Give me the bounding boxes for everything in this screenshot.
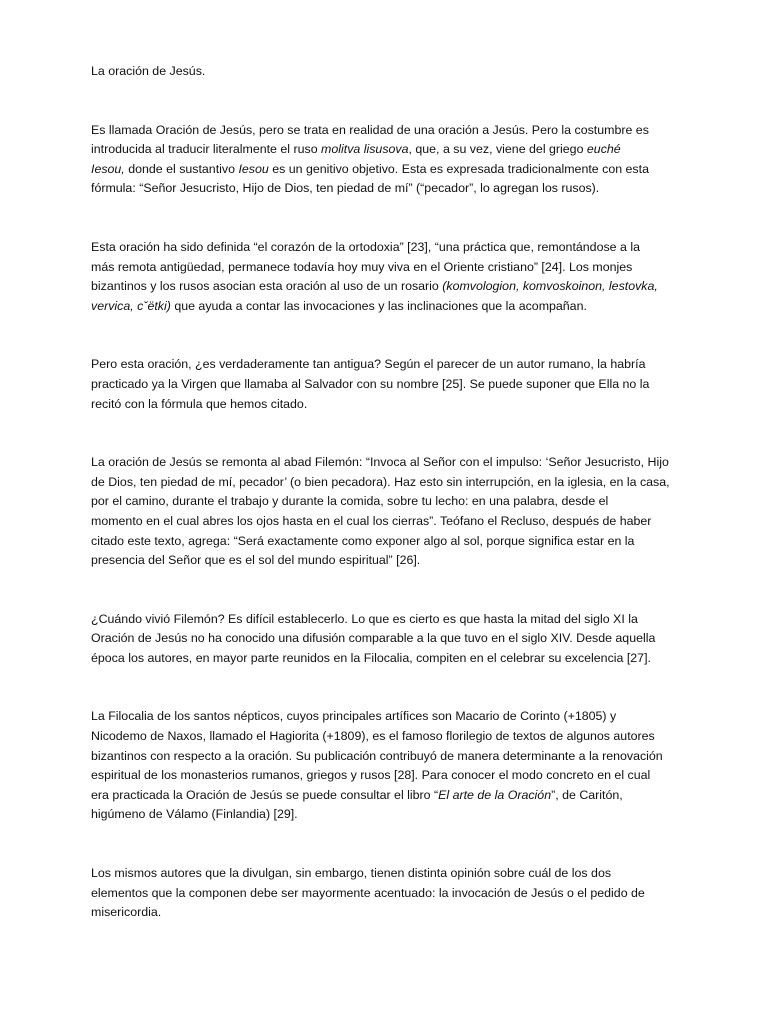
text-line xyxy=(91,766,697,786)
text-line xyxy=(91,160,697,180)
text-run: Es llamada Oración de Jesús, pero se trata en realidad de una oración a Jesús. Pero la costumbre es xyxy=(91,122,649,137)
text-run: de Dios, ten piedad de mí, pecador’ (o bien pecadora). Haz esto sin interrupción, en la iglesia, en la casa, xyxy=(91,474,670,489)
text-line xyxy=(91,805,697,825)
paragraph xyxy=(91,453,697,571)
text-run: ¿Cuándo vivió Filemón? Es difícil establecerlo. Lo que es cierto es que hasta la mitad del siglo XI la xyxy=(91,611,638,626)
text-line xyxy=(91,473,697,493)
italic-run: El arte de la Oración xyxy=(438,787,552,802)
text-run: , que, a su vez, viene del griego xyxy=(408,142,587,157)
text-run: más remota antigüedad, permanece todavía hoy muy viva en el Oriente cristiano” [24]. Los monjes xyxy=(91,259,633,274)
text-run: higúmeno de Válamo (Finlandia) [29]. xyxy=(91,807,298,822)
document-body xyxy=(91,121,697,923)
text-line xyxy=(91,786,697,806)
paragraph xyxy=(91,610,697,669)
text-line xyxy=(91,727,697,747)
text-run: misericordia. xyxy=(91,905,162,920)
text-run: La oración de Jesús se remonta al abad Filemón: “Invoca al Señor con el impulso: ‘Señor Jesucristo, Hijo xyxy=(91,455,669,470)
italic-run: Iesou xyxy=(238,161,269,176)
text-run: Oración de Jesús no ha conocido una difusión comparable a la que tuvo en el siglo XIV. Desde aquella xyxy=(91,631,656,646)
text-line xyxy=(91,140,697,160)
text-run: Nicodemo de Naxos, llamado el Hagiorita (+1809), es el famoso florilegio de textos de algunos autores xyxy=(91,729,655,744)
text-run: bizantinos y los rusos asocian esta oración al uso de un rosario xyxy=(91,279,443,294)
text-run: elementos que la componen debe ser mayormente acentuado: la invocación de Jesús o el pedido de xyxy=(91,885,645,900)
text-line xyxy=(91,532,697,552)
text-run: Los mismos autores que la divulgan, sin embargo, tienen distinta opinión sobre cuál de los dos xyxy=(91,866,612,881)
text-line xyxy=(91,238,697,258)
text-line xyxy=(91,453,697,473)
text-run: recitó con la fórmula que hemos citado. xyxy=(91,396,308,411)
text-run: presencia del Señor que es el sol del mundo espiritual” [26]. xyxy=(91,553,421,568)
italic-run: vervica, cˇëtki) xyxy=(91,298,171,313)
text-line xyxy=(91,629,697,649)
text-run: Esta oración ha sido definida “el corazón de la ortodoxia” [23], “una práctica que, remontándose a la xyxy=(91,239,640,254)
text-run: donde el sustantivo xyxy=(124,161,239,176)
text-run: por el camino, durante el trabajo y durante la comida, sobre tu lecho: en una palabra, desde el xyxy=(91,494,609,509)
italic-run: Iesou, xyxy=(91,161,125,176)
document-page xyxy=(91,62,697,962)
text-run: practicado ya la Virgen que llamaba al Salvador con su nombre [25]. Se puede suponer que Ella no la xyxy=(91,376,650,391)
text-run: época los autores, en mayor parte reunidos en la Filocalia, compiten en el celebrar su excelencia [27]. xyxy=(91,650,651,665)
text-run: Pero esta oración, ¿es verdaderamente tan antigua? Según el parecer de un autor rumano, la habría xyxy=(91,357,646,372)
text-run: era practicada la Oración de Jesús se puede consultar el libro “ xyxy=(91,787,439,802)
italic-run: euché xyxy=(586,142,621,157)
text-run: ”, de Caritón, xyxy=(551,787,623,802)
paragraph xyxy=(91,121,697,199)
text-line xyxy=(91,121,697,141)
italic-run: molitva lisusova xyxy=(321,142,409,157)
document-title: La oración de Jesús. xyxy=(91,64,206,78)
text-line xyxy=(91,649,697,669)
text-run: fórmula: “Señor Jesucristo, Hijo de Dios, ten piedad de mí” (“pecador”, lo agregan los rusos). xyxy=(91,181,600,196)
text-line xyxy=(91,395,697,415)
italic-run: (komvologion, komvoskoinon, lestovka, xyxy=(442,279,658,294)
text-line xyxy=(91,884,697,904)
text-line xyxy=(91,297,697,317)
text-line xyxy=(91,355,697,375)
paragraph xyxy=(91,238,697,316)
text-line xyxy=(91,375,697,395)
text-line xyxy=(91,707,697,727)
text-run: es un genitivo objetivo. Esta es expresada tradicionalmente con esta xyxy=(268,161,649,176)
text-run: La Filocalia de los santos népticos, cuyos principales artífices son Macario de Corinto (+1805) y xyxy=(91,709,617,724)
paragraph xyxy=(91,864,697,923)
text-run: bizantinos con respecto a la oración. Su publicación contribuyó de manera determinante a la renovación xyxy=(91,748,663,763)
text-run: espiritual de los monasterios rumanos, griegos y rusos [28]. Para conocer el modo concreto en el cual xyxy=(91,768,651,783)
paragraph xyxy=(91,355,697,414)
text-line xyxy=(91,258,697,278)
text-line xyxy=(91,179,697,199)
text-line xyxy=(91,551,697,571)
text-line xyxy=(91,747,697,767)
text-line xyxy=(91,903,697,923)
text-line xyxy=(91,277,697,297)
text-run: introducida al traducir literalmente el ruso xyxy=(91,142,322,157)
text-line xyxy=(91,492,697,512)
text-run: que ayuda a contar las invocaciones y las inclinaciones que la acompañan. xyxy=(170,298,587,313)
text-run: momento en el cual abres los ojos hasta en el cual los cierras”. Teófano el Recluso, después de haber xyxy=(91,513,652,528)
text-line xyxy=(91,864,697,884)
text-line xyxy=(91,512,697,532)
paragraph xyxy=(91,707,697,825)
text-run: citado este texto, agrega: “Será exactamente como exponer algo al sol, porque significa estar en la xyxy=(91,533,635,548)
text-line xyxy=(91,610,697,630)
